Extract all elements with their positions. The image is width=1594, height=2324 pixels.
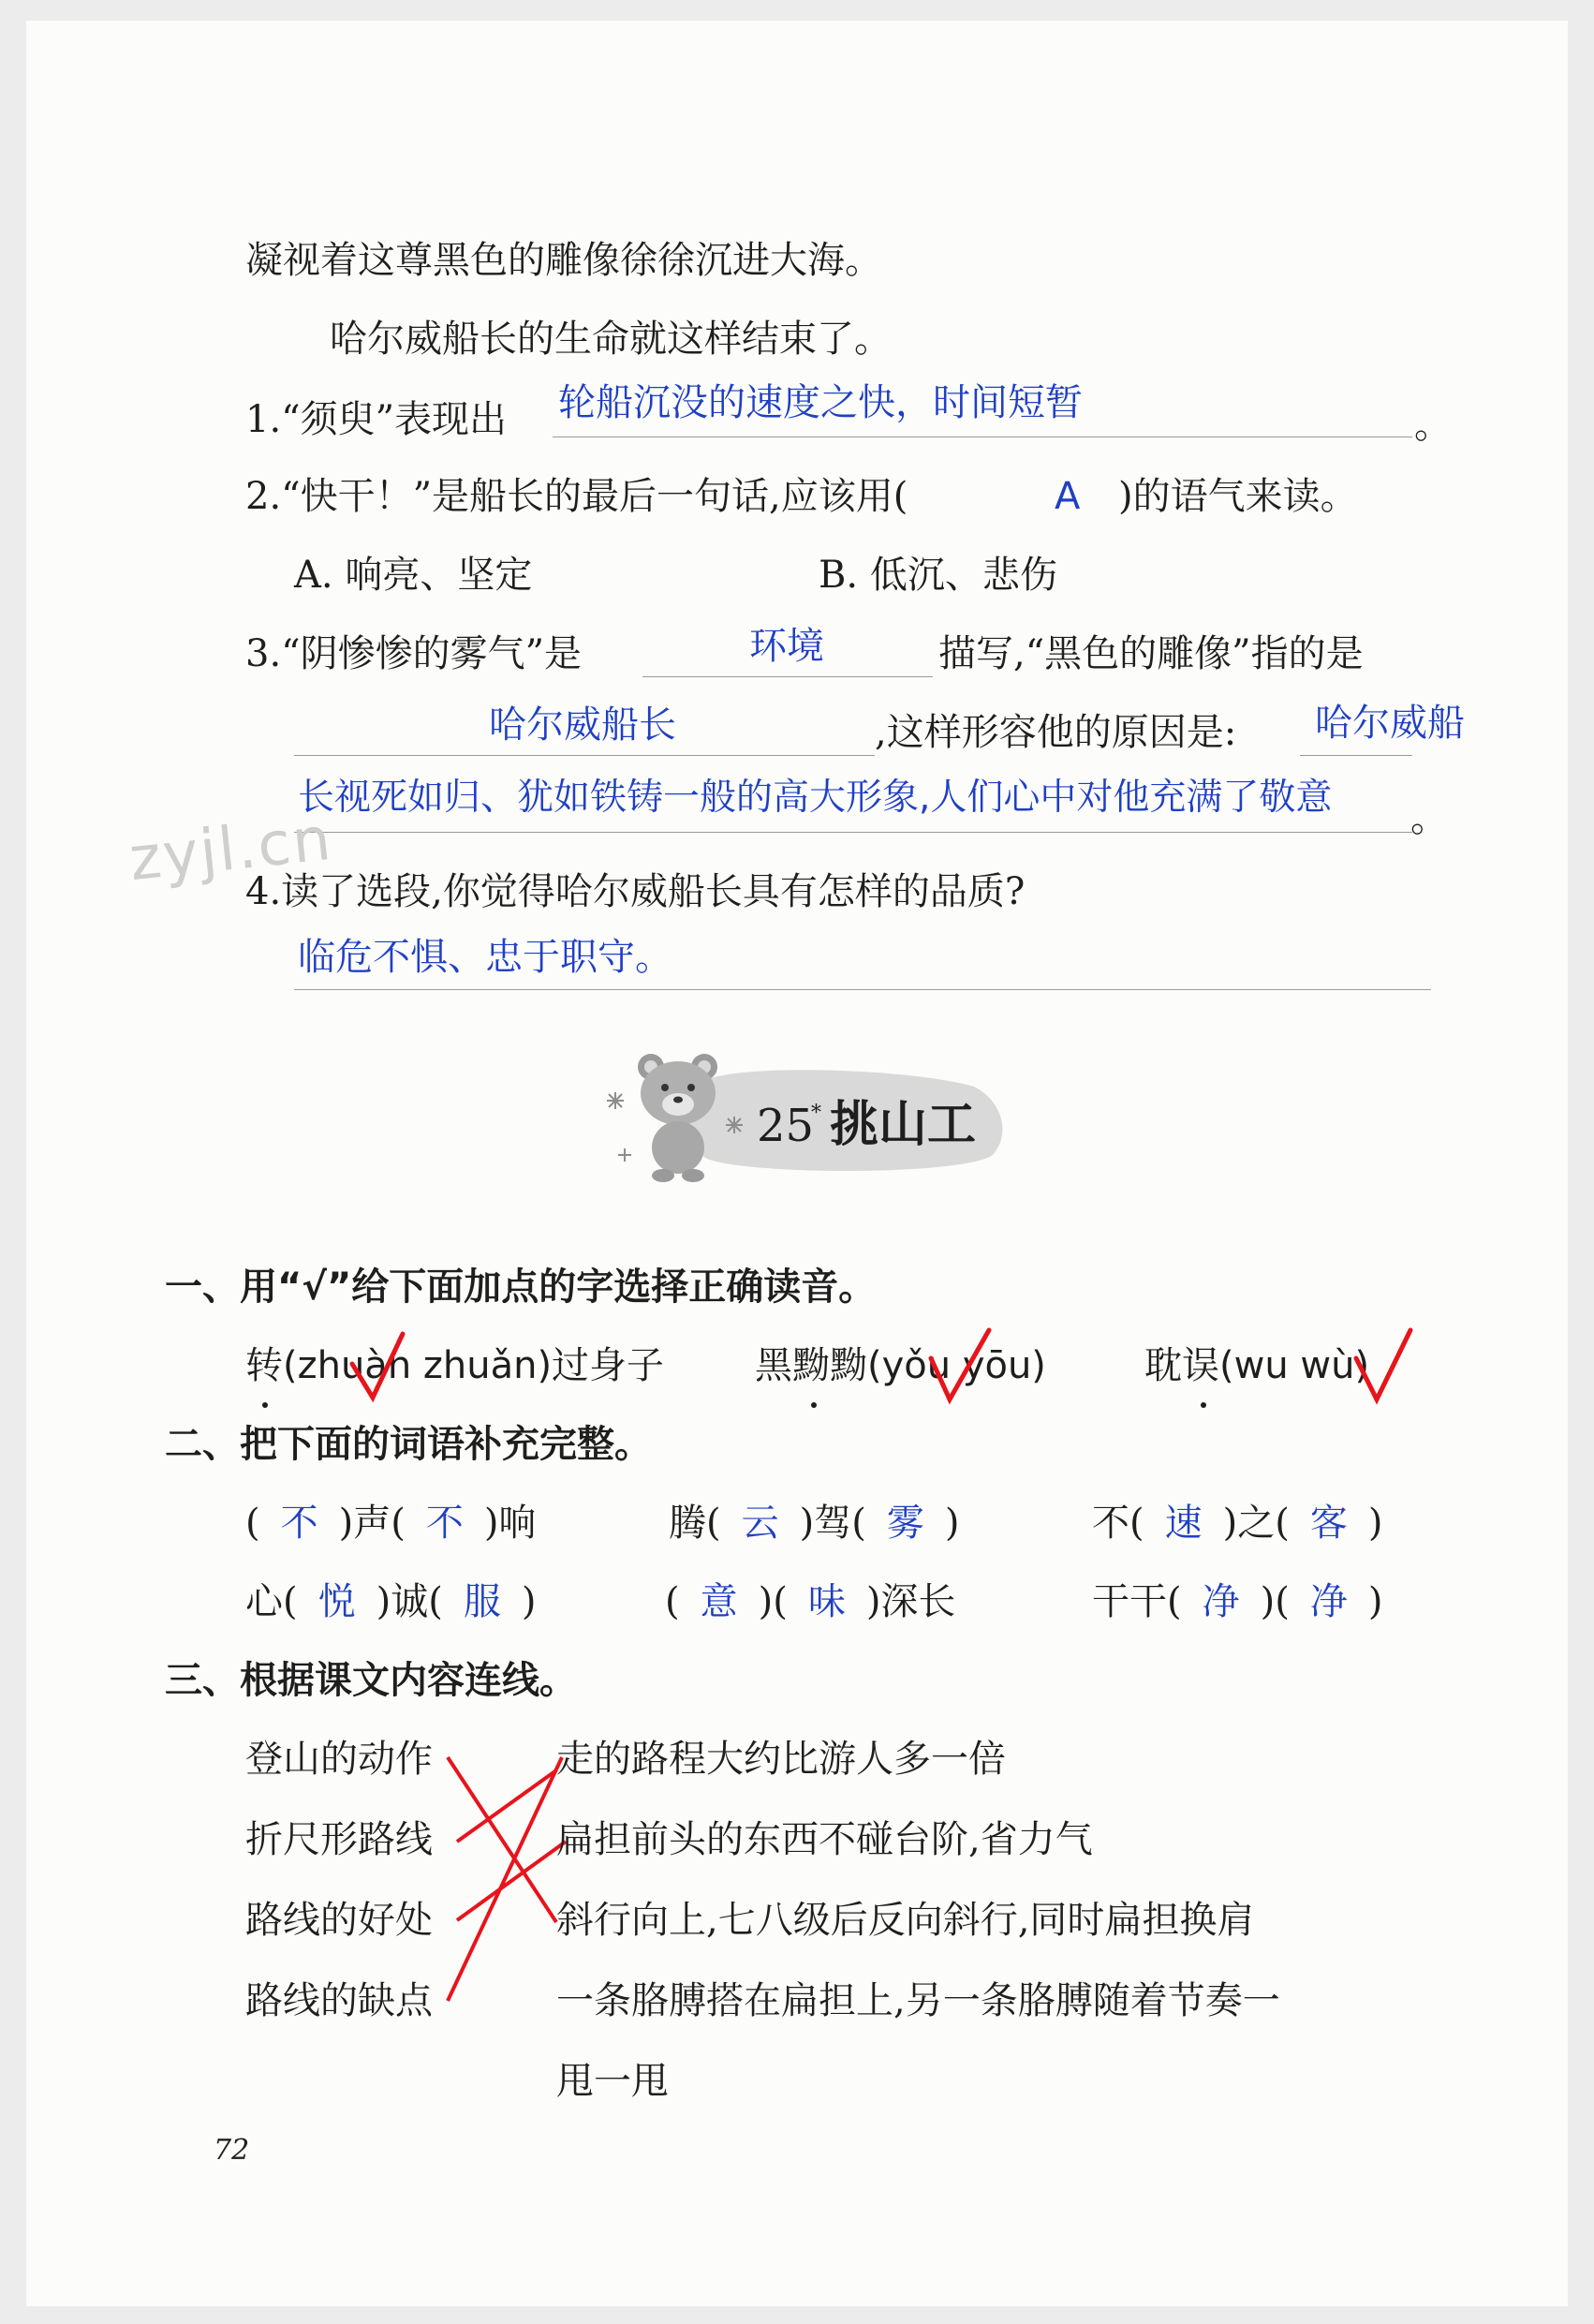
page-number: 72	[214, 2134, 250, 2167]
q2-end: )的语气来读。	[1118, 475, 1358, 518]
q1-answer: 轮船沉没的速度之快，时间短暂	[558, 381, 1083, 424]
q2-answer: A	[1055, 475, 1081, 518]
section2-heading: 二、把下面的词语补充完整。	[165, 1423, 652, 1466]
match-line	[448, 1757, 562, 2001]
section1-item-2: 黑黝黝(yǒu yōu)	[755, 1340, 1046, 1392]
lesson-title: 挑山工	[830, 1096, 977, 1153]
match-left-3: 路线的好处	[245, 1899, 433, 1942]
passage-line-1: 凝视着这尊黑色的雕像徐徐沉进大海。	[245, 239, 882, 282]
q3-label-a: 3.“阴惨惨的雾气”是	[245, 632, 583, 675]
idiom-3: 不( 速 )之( 客 )	[1092, 1502, 1383, 1545]
idiom-4: 心( 悦 )诚( 服 )	[245, 1580, 537, 1623]
lesson-number: 25	[757, 1100, 815, 1152]
q3-end: 。	[1410, 797, 1448, 840]
section1-item-1: 转(zhuàn zhuǎn)过身子	[245, 1340, 664, 1392]
q4-answer: 临危不惧、忠于职守。	[298, 936, 672, 979]
q3-label-c: ,这样形容他的原因是:	[875, 711, 1237, 754]
match-line	[457, 1770, 556, 1842]
passage-line-2: 哈尔威船长的生命就这样结束了。	[330, 318, 892, 361]
dotted-char: 转	[245, 1344, 283, 1387]
q4-label: 4.读了选段,你觉得哈尔威船长具有怎样的品质?	[245, 870, 1026, 913]
match-right-2: 扁担前头的东西不碰台阶,省力气	[556, 1818, 1093, 1861]
match-right-3: 斜行向上,七八级后反向斜行,同时扁担换肩	[556, 1899, 1255, 1942]
q3-answer2: 哈尔威船长	[489, 703, 676, 747]
q1-end: 。	[1414, 404, 1452, 447]
check-mark-icon	[1356, 1330, 1410, 1399]
q3-label-b: 描写,“黑色的雕像”指的是	[938, 632, 1364, 675]
idiom-5: ( 意 )( 味 )深长	[665, 1580, 956, 1623]
match-right-1: 走的路程大约比游人多一倍	[556, 1738, 1006, 1781]
q1-label: 1.“须臾”表现出	[245, 398, 508, 441]
q2-option-a: A. 响亮、坚定	[294, 554, 533, 597]
section3-heading: 三、根据课文内容连线。	[165, 1659, 577, 1702]
match-right-4: 一条胳膊搭在扁担上,另一条胳膊随着节奏一	[556, 1979, 1280, 2022]
match-left-1: 登山的动作	[245, 1738, 433, 1781]
idiom-6: 干干( 净 )( 净 )	[1092, 1580, 1383, 1623]
dotted-char: 黝	[792, 1344, 830, 1387]
match-left-2: 折尺形路线	[245, 1818, 433, 1861]
match-right-5: 甩一甩	[556, 2060, 669, 2103]
q3-answer3a: 哈尔威船	[1315, 702, 1465, 745]
q3-answer3b: 长视死如归、犹如铁铸一般的高大形象,人们心中对他充满了敬意	[298, 777, 1333, 819]
idiom-1: ( 不 )声( 不 )响	[245, 1502, 537, 1545]
lesson-star: *	[811, 1102, 821, 1125]
section1-item-3: 耽误(wu wù)	[1144, 1340, 1369, 1392]
section1-heading: 一、用“√”给下面加点的字选择正确读音。	[165, 1266, 877, 1309]
q2-label: 2.“快干！”是船长的最后一句话,应该用(	[245, 475, 908, 518]
match-left-4: 路线的缺点	[245, 1979, 433, 2022]
idiom-2: 腾( 云 )驾( 雾 )	[669, 1502, 960, 1545]
watermark-text: zyjl.cn	[125, 804, 336, 896]
check-mark-icon	[352, 1334, 403, 1398]
q3-answer1: 环境	[749, 625, 824, 668]
q2-option-b: B. 低沉、悲伤	[819, 554, 1057, 597]
check-mark-icon	[931, 1330, 989, 1399]
dotted-char: 误	[1182, 1344, 1219, 1387]
